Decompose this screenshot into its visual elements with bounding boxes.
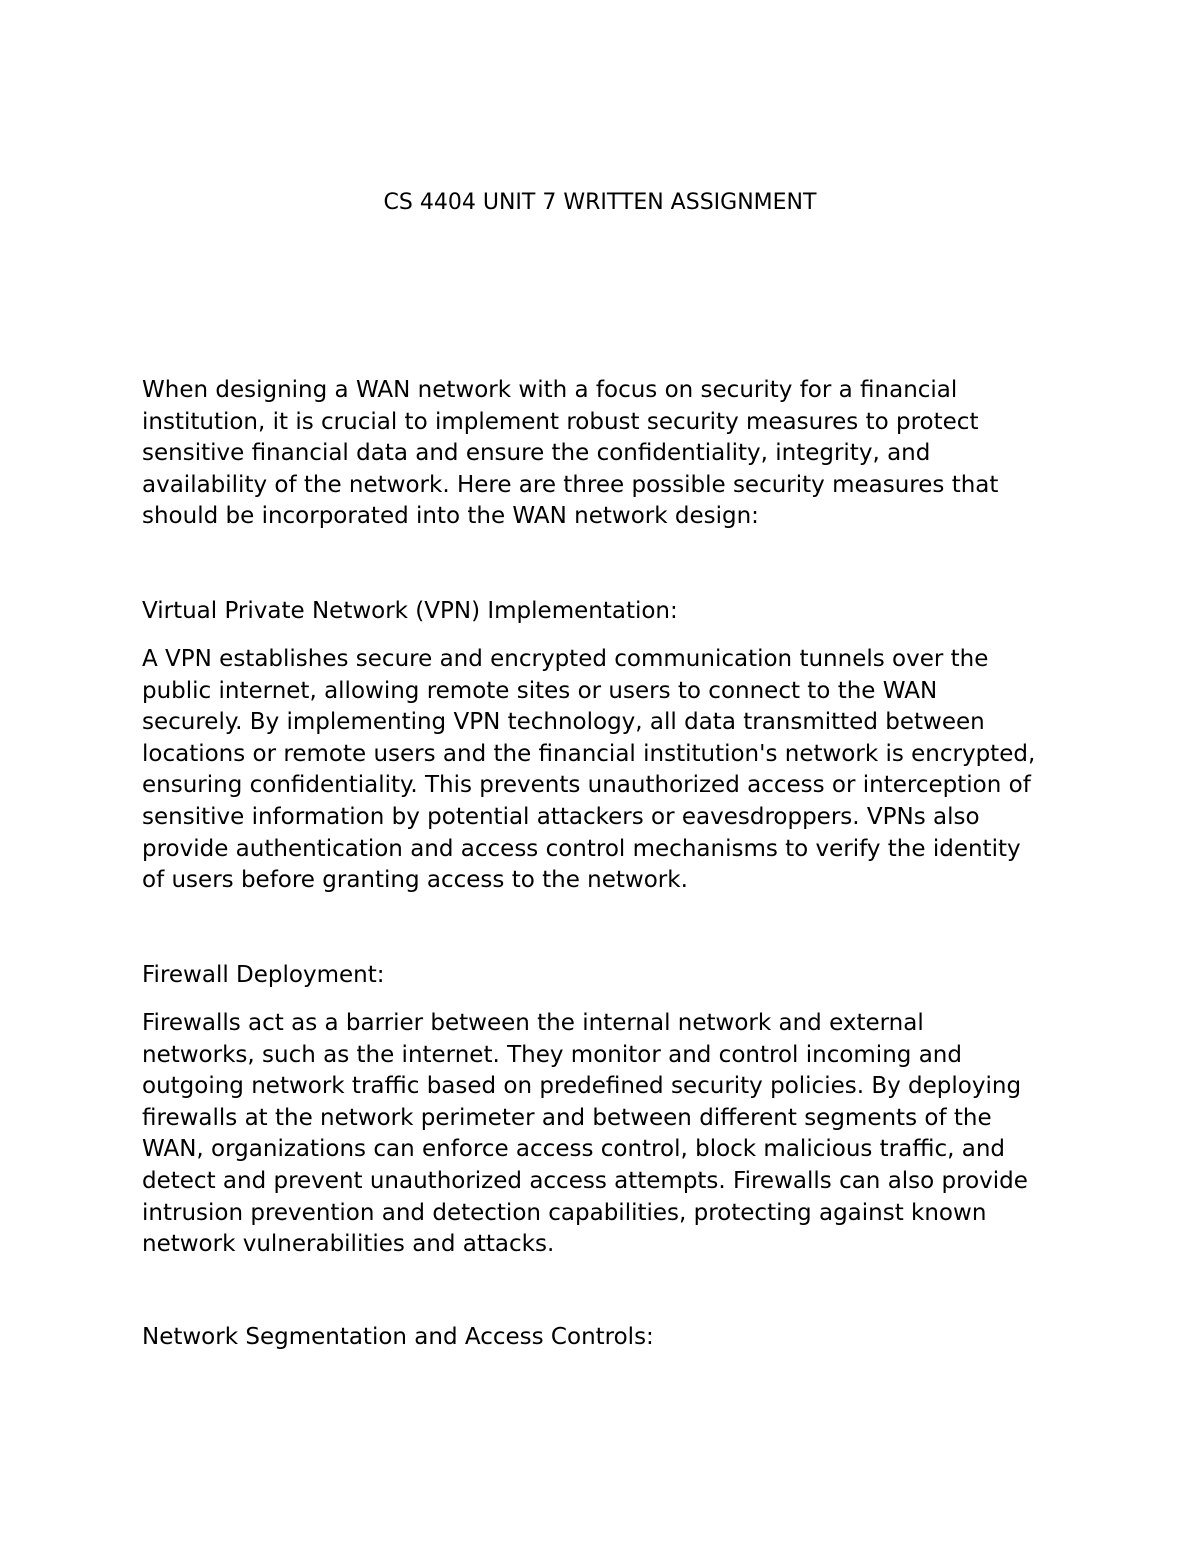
firewall-line: networks, such as the internet. They monitor and control incoming and — [142, 1041, 962, 1068]
section-heading-segmentation — [142, 1322, 1082, 1354]
section-heading-firewall — [142, 960, 1082, 992]
vpn-line: A VPN establishes secure and encrypted communication tunnels over the — [142, 646, 989, 672]
firewall-line: firewalls at the network perimeter and between different segments of the — [142, 1104, 992, 1131]
vpn-line: securely. By implementing VPN technology, all data transmitted between — [142, 709, 985, 736]
vpn-line: provide authentication and access control mechanisms to verify the identity — [142, 835, 1021, 862]
firewall-paragraph — [142, 1008, 1082, 1261]
section-heading-text: Virtual Private Network (VPN) Implementation: — [142, 598, 678, 624]
intro-line: availability of the network. Here are three possible security measures that — [142, 471, 999, 498]
firewall-line: detect and prevent unauthorized access attempts. Firewalls can also provide — [142, 1167, 1028, 1194]
intro-paragraph — [142, 375, 1082, 533]
intro-line: institution, it is crucial to implement robust security measures to protect — [142, 408, 979, 435]
section-heading-text: Firewall Deployment: — [142, 962, 385, 988]
intro-line: When designing a WAN network with a focus on security for a financial — [142, 377, 958, 403]
vpn-line: locations or remote users and the financial institution's network is encrypted, — [142, 740, 1036, 767]
firewall-line: Firewalls act as a barrier between the internal network and external — [142, 1010, 924, 1036]
firewall-line: WAN, organizations can enforce access control, block malicious traffic, and — [142, 1136, 1006, 1163]
firewall-line: outgoing network traffic based on predefined security policies. By deploying — [142, 1073, 1022, 1100]
vpn-line: public internet, allowing remote sites or users to connect to the WAN — [142, 677, 938, 704]
intro-line: should be incorporated into the WAN network design: — [142, 503, 759, 530]
firewall-line: network vulnerabilities and attacks. — [142, 1231, 555, 1258]
document-title: CS 4404 UNIT 7 WRITTEN ASSIGNMENT — [383, 190, 817, 215]
section-heading-text: Network Segmentation and Access Controls: — [142, 1324, 654, 1350]
vpn-line: of users before granting access to the network. — [142, 867, 688, 894]
vpn-line: ensuring confidentiality. This prevents unauthorized access or interception of — [142, 772, 1031, 799]
intro-line: sensitive financial data and ensure the confidentiality, integrity, and — [142, 440, 931, 467]
firewall-line: intrusion prevention and detection capabilities, protecting against known — [142, 1199, 987, 1226]
section-heading-vpn — [142, 596, 1082, 628]
vpn-paragraph — [142, 644, 1082, 897]
vpn-line: sensitive information by potential attackers or eavesdroppers. VPNs also — [142, 803, 980, 830]
